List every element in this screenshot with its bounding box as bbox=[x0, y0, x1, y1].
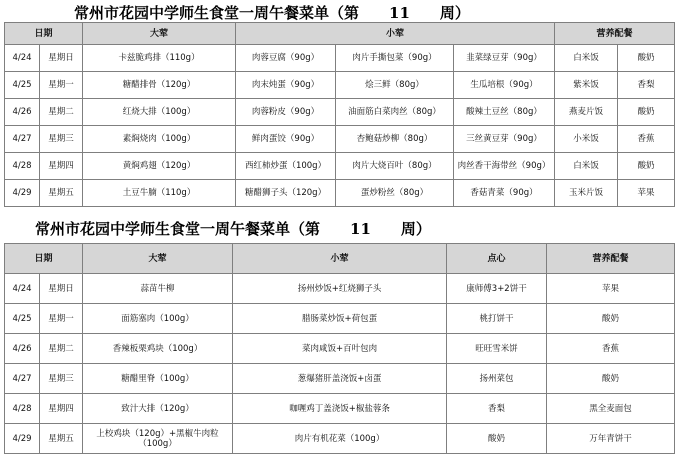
table-row bbox=[5, 424, 675, 454]
side-dish-cell[interactable]: 油面筋白菜肉丝（80g） bbox=[336, 99, 454, 126]
weekday-cell[interactable]: 星期一 bbox=[40, 304, 83, 334]
date-cell[interactable]: 4/25 bbox=[5, 72, 40, 99]
table-row bbox=[5, 364, 675, 394]
menu2-header-date: 日期 bbox=[5, 244, 83, 274]
menu2-header-row bbox=[5, 244, 675, 274]
date-cell[interactable]: 4/26 bbox=[5, 334, 40, 364]
snack-cell[interactable]: 旺旺雪米饼 bbox=[447, 334, 547, 364]
staple-cell[interactable]: 万年青饼干 bbox=[547, 424, 675, 454]
side-dish-cell[interactable]: 葱爆猪肝盖浇饭+卤蛋 bbox=[233, 364, 447, 394]
menu1-table bbox=[4, 22, 675, 207]
side-dish-cell[interactable]: 扬州炒饭+红烧狮子头 bbox=[233, 274, 447, 304]
extra-cell[interactable]: 香梨 bbox=[618, 72, 675, 99]
side-dish-cell[interactable]: 蛋炒粉丝（80g） bbox=[336, 180, 454, 207]
main-dish-cell[interactable]: 黄焖鸡翅（120g） bbox=[83, 153, 236, 180]
side-dish-cell[interactable]: 肉片有机花菜（100g） bbox=[233, 424, 447, 454]
side-dish-cell[interactable]: 肉蓉粉皮（90g） bbox=[236, 99, 336, 126]
main-dish-cell[interactable]: 香辣板栗鸡块（100g） bbox=[83, 334, 233, 364]
staple-cell[interactable]: 香蕉 bbox=[547, 334, 675, 364]
weekday-cell[interactable]: 星期日 bbox=[40, 45, 83, 72]
date-cell[interactable]: 4/24 bbox=[5, 45, 40, 72]
menu1-title: 常州市花园中学师生食堂一周午餐菜单（第 11 周） bbox=[74, 4, 470, 22]
menu2-header-main: 大荤 bbox=[83, 244, 233, 274]
table-row bbox=[5, 126, 675, 153]
side-dish-cell[interactable]: 菜肉咸饭+百叶包肉 bbox=[233, 334, 447, 364]
weekday-cell[interactable]: 星期二 bbox=[40, 99, 83, 126]
weekday-cell[interactable]: 星期二 bbox=[40, 334, 83, 364]
menu2-title: 常州市花园中学师生食堂一周午餐菜单（第 11 周） bbox=[35, 220, 431, 238]
weekday-cell[interactable]: 星期五 bbox=[40, 424, 83, 454]
snack-cell[interactable]: 扬州菜包 bbox=[447, 364, 547, 394]
side-dish-cell[interactable]: 肉蓉豆腐（90g） bbox=[236, 45, 336, 72]
main-dish-cell[interactable]: 糖醋排骨（120g） bbox=[83, 72, 236, 99]
extra-cell[interactable]: 酸奶 bbox=[618, 99, 675, 126]
menu2-header-staple: 营养配餐 bbox=[547, 244, 675, 274]
weekday-cell[interactable]: 星期四 bbox=[40, 153, 83, 180]
menu2-table bbox=[4, 243, 675, 454]
weekday-cell[interactable]: 星期一 bbox=[40, 72, 83, 99]
date-cell[interactable]: 4/26 bbox=[5, 99, 40, 126]
side-dish-cell[interactable]: 烩三鲜（80g） bbox=[336, 72, 454, 99]
main-dish-cell[interactable]: 致汁大排（120g） bbox=[83, 394, 233, 424]
table-row bbox=[5, 72, 675, 99]
side-dish-cell[interactable]: 糖醋狮子头（120g） bbox=[236, 180, 336, 207]
side-dish-cell[interactable]: 三丝黄豆芽（90g） bbox=[454, 126, 555, 153]
main-dish-cell[interactable]: 蒜苗牛柳 bbox=[83, 274, 233, 304]
date-cell[interactable]: 4/24 bbox=[5, 274, 40, 304]
extra-cell[interactable]: 香蕉 bbox=[618, 126, 675, 153]
date-cell[interactable]: 4/29 bbox=[5, 424, 40, 454]
side-dish-cell[interactable]: 咖喱鸡丁盖浇饭+椒盐蓉条 bbox=[233, 394, 447, 424]
menu1-header-main: 大荤 bbox=[83, 23, 236, 45]
main-dish-cell[interactable]: 红烧大排（100g） bbox=[83, 99, 236, 126]
side-dish-cell[interactable]: 香菇青菜（90g） bbox=[454, 180, 555, 207]
table-row bbox=[5, 274, 675, 304]
menu2-header-side: 小荤 bbox=[233, 244, 447, 274]
main-dish-cell[interactable]: 素焖烧肉（100g） bbox=[83, 126, 236, 153]
table-row bbox=[5, 304, 675, 334]
staple-cell[interactable]: 白米饭 bbox=[555, 45, 618, 72]
snack-cell[interactable]: 桃打饼干 bbox=[447, 304, 547, 334]
menu1-header-date: 日期 bbox=[5, 23, 83, 45]
snack-cell[interactable]: 香梨 bbox=[447, 394, 547, 424]
side-dish-cell[interactable]: 肉片大烧百叶（80g） bbox=[336, 153, 454, 180]
menu2-header-snack: 点心 bbox=[447, 244, 547, 274]
weekday-cell[interactable]: 星期日 bbox=[40, 274, 83, 304]
staple-cell[interactable]: 白米饭 bbox=[555, 153, 618, 180]
menu1-header-staple: 营养配餐 bbox=[555, 23, 675, 45]
side-dish-cell[interactable]: 肉丝香干海带丝（90g） bbox=[454, 153, 555, 180]
weekday-cell[interactable]: 星期三 bbox=[40, 126, 83, 153]
extra-cell[interactable]: 酸奶 bbox=[618, 45, 675, 72]
date-cell[interactable]: 4/29 bbox=[5, 180, 40, 207]
weekday-cell[interactable]: 星期五 bbox=[40, 180, 83, 207]
extra-cell[interactable]: 苹果 bbox=[618, 180, 675, 207]
side-dish-cell[interactable]: 酸辣土豆丝（80g） bbox=[454, 99, 555, 126]
table-row bbox=[5, 45, 675, 72]
staple-cell[interactable]: 黑全麦面包 bbox=[547, 394, 675, 424]
table-row bbox=[5, 334, 675, 364]
weekday-cell[interactable]: 星期四 bbox=[40, 394, 83, 424]
table-row bbox=[5, 394, 675, 424]
staple-cell[interactable]: 燕麦片饭 bbox=[555, 99, 618, 126]
table-row bbox=[5, 153, 675, 180]
side-dish-cell[interactable]: 鲜肉蛋饺（90g） bbox=[236, 126, 336, 153]
menu1-header-row bbox=[5, 23, 675, 45]
side-dish-cell[interactable]: 韭菜绿豆芽（90g） bbox=[454, 45, 555, 72]
snack-cell[interactable]: 康师傅3+2饼干 bbox=[447, 274, 547, 304]
snack-cell[interactable]: 酸奶 bbox=[447, 424, 547, 454]
side-dish-cell[interactable]: 西红柿炒蛋（100g） bbox=[236, 153, 336, 180]
date-cell[interactable]: 4/28 bbox=[5, 394, 40, 424]
date-cell[interactable]: 4/28 bbox=[5, 153, 40, 180]
table-row bbox=[5, 180, 675, 207]
date-cell[interactable]: 4/27 bbox=[5, 364, 40, 394]
date-cell[interactable]: 4/25 bbox=[5, 304, 40, 334]
side-dish-cell[interactable]: 腊肠菜炒饭+荷包蛋 bbox=[233, 304, 447, 334]
staple-cell[interactable]: 酸奶 bbox=[547, 364, 675, 394]
main-dish-cell[interactable]: 上校鸡块（120g）+黑椒牛肉粒（100g） bbox=[83, 424, 233, 454]
extra-cell[interactable]: 酸奶 bbox=[618, 153, 675, 180]
main-dish-cell[interactable]: 卡兹脆鸡排（110g） bbox=[83, 45, 236, 72]
side-dish-cell[interactable]: 杏鲍菇炒柳（80g） bbox=[336, 126, 454, 153]
menu1-header-side: 小荤 bbox=[236, 23, 555, 45]
main-dish-cell[interactable]: 面筋塞肉（100g） bbox=[83, 304, 233, 334]
staple-cell[interactable]: 紫米饭 bbox=[555, 72, 618, 99]
main-dish-cell[interactable]: 糖醋里脊（100g） bbox=[83, 364, 233, 394]
side-dish-cell[interactable]: 生瓜培根（90g） bbox=[454, 72, 555, 99]
staple-cell[interactable]: 酸奶 bbox=[547, 304, 675, 334]
staple-cell[interactable]: 玉米片饭 bbox=[555, 180, 618, 207]
staple-cell[interactable]: 苹果 bbox=[547, 274, 675, 304]
table-row bbox=[5, 99, 675, 126]
date-cell[interactable]: 4/27 bbox=[5, 126, 40, 153]
side-dish-cell[interactable]: 肉片手撕包菜（90g） bbox=[336, 45, 454, 72]
weekday-cell[interactable]: 星期三 bbox=[40, 364, 83, 394]
staple-cell[interactable]: 小米饭 bbox=[555, 126, 618, 153]
side-dish-cell[interactable]: 肉末炖蛋（90g） bbox=[236, 72, 336, 99]
main-dish-cell[interactable]: 土豆牛腩（110g） bbox=[83, 180, 236, 207]
